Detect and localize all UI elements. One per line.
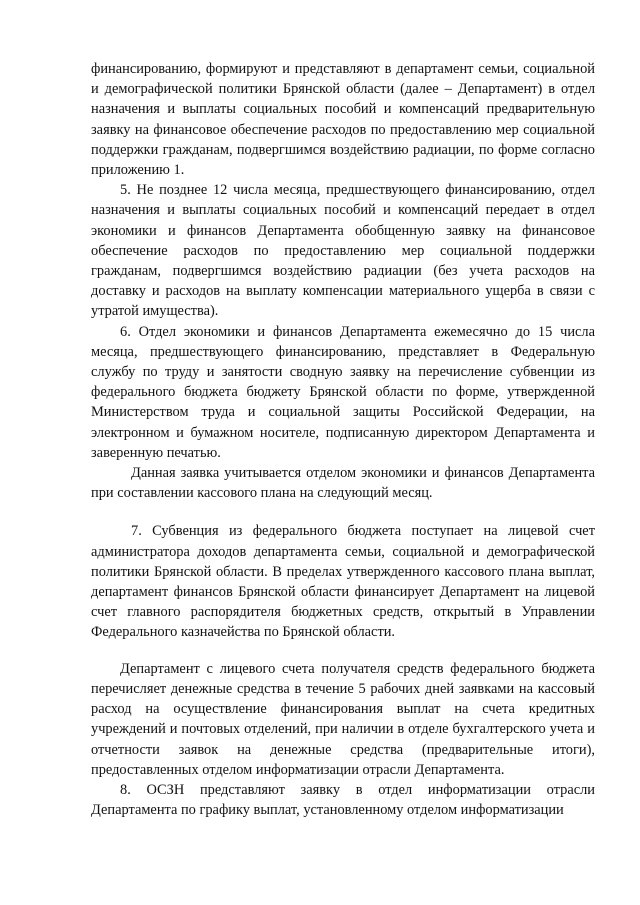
paragraph-item-5: 5. Не позднее 12 числа месяца, предшествующего финансированию, отдел назначения и выплаты социальных пособий и компенсаций передает в отдел экономики и финансов Департамента обобщенную заявку на финансовое обеспечение расходов по предоставлению мер социальной поддержки гражданам, подвергшимся воздействию радиации (без учета расходов на доставку и расходов на выплату компенсации материального ущерба в связи с утратой имущества).: [91, 182, 595, 320]
paragraph-item-7: 7. Субвенция из федерального бюджета поступает на лицевой счет администратора доходов департамента семьи, социальной и демографической политики Брянской области. В пределах утвержденного кассового плана выплат, департамент финансов Брянской области финансирует Департамент на лицевой счет главного распорядителя бюджетных средств, открытый в Управлении Федерального казначейства по Брянской области.: [91, 523, 595, 641]
paragraph-department-transfer: Департамент с лицевого счета получателя средств федерального бюджета перечисляет денежные средства в течение 5 рабочих дней заявками на кассовый расход на осуществление финансирования выплат на счета кредитных учреждений и почтовых отделений, при наличии в отделе бухгалтерского учета и отчетности заявок на денежные средства (предварительные итоги), предоставленных отделом информатизации отрасли Департамента.: [91, 660, 595, 778]
document-body: [91, 59, 595, 820]
paragraph-application-note: Данная заявка учитывается отделом экономики и финансов Департамента при составлении кассового плана на следующий месяц.: [91, 465, 595, 502]
paragraph-continuation: финансированию, формируют и представляют в департамент семьи, социальной и демографической политики Брянской области (далее – Департамент) в отдел назначения и выплаты социальных пособий и компенсаций предварительную заявку на финансовое обеспечение расходов по предоставлению мер социальной поддержки гражданам, подвергшимся воздействию радиации, по форме согласно приложению 1.: [91, 61, 595, 179]
paragraph-item-8: 8. ОСЗН представляют заявку в отдел информатизации отрасли Департамента по графику выплат, установленному отделом информатизации: [91, 781, 595, 819]
paragraph-item-6: 6. Отдел экономики и финансов Департамента ежемесячно до 15 числа месяца, предшествующего финансированию, представляет в Федеральную службу по труду и занятости сводную заявку на перечисление субвенции из федерального бюджета бюджету Брянской области по форме, утвержденной Министерством труда и социальной защиты Российской Федерации, на электронном и бумажном носителе, подписанную директором Департамента и заверенную печатью.: [91, 323, 595, 461]
